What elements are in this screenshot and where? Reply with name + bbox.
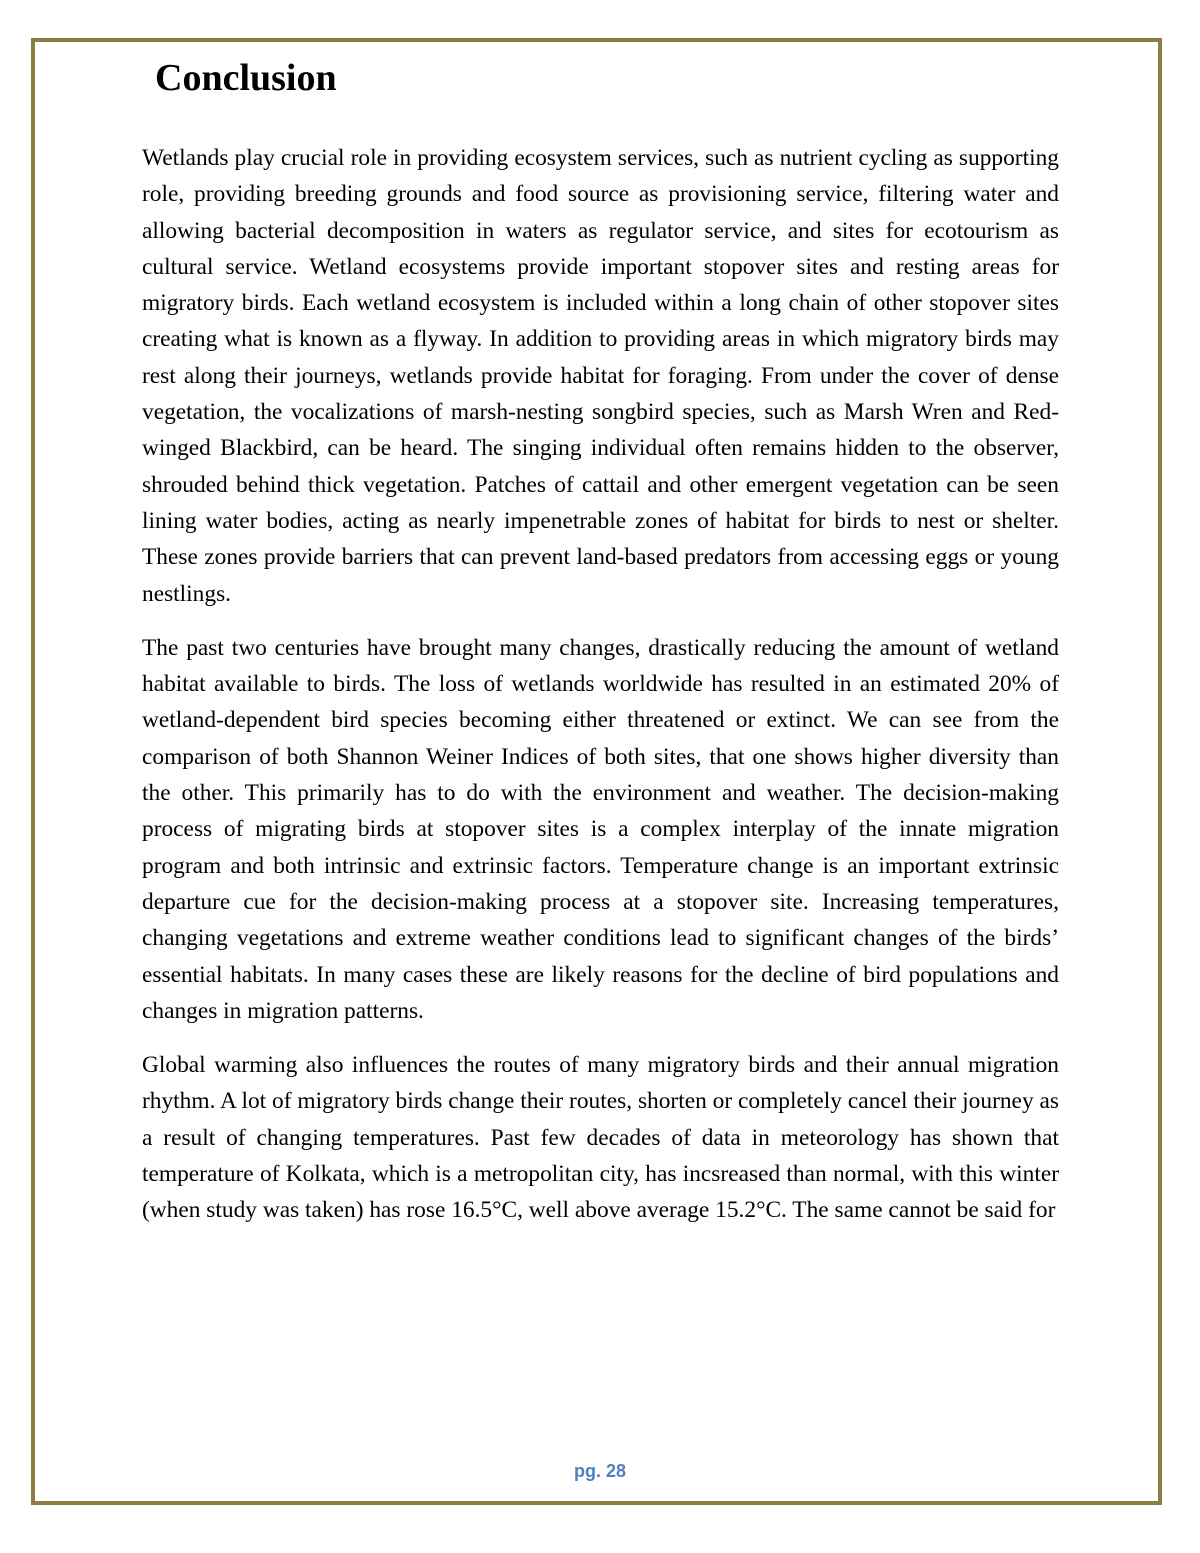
paragraph-3: Global warming also influences the routes of many migratory birds and their annual migration rhythm. A lot of migratory birds change their routes, shorten or completely cancel their journey as a result of changing temperatures. Past few decades of data in meteorology has shown that temperature of Kolkata, which is a metropolitan city, has incsreased than normal, with this winter (when study was taken) has rose 16.5°C, well above average 15.2°C. The same cannot be said for — [142, 1052, 1059, 1224]
page-number: pg. 28 — [573, 1461, 626, 1481]
section-heading: Conclusion — [155, 57, 337, 99]
paragraph-2: The past two centuries have brought many changes, drastically reducing the amount of wetland habitat available to birds. The loss of wetlands worldwide has resulted in an estimated 20% of wetland-dependent bird species becoming either threatened or extinct. We can see from the comparison of both Shannon Weiner Indices of both sites, that one shows higher diversity than the other. This primarily has to do with the environment and weather. The decision-making process of migrating birds at stopover sites is a complex interplay of the innate migration program and both intrinsic and extrinsic factors. Temperature change is an important extrinsic departure cue for the decision-making process at a stopover site. Increasing temperatures, changing vegetations and extreme weather conditions lead to significant changes of the birds’ essential habitats. In many cases these are likely reasons for the decline of bird populations and changes in migration patterns. — [142, 634, 1059, 1024]
paragraph-1: Wetlands play crucial role in providing ecosystem services, such as nutrient cycling as supporting role, providing breeding grounds and food source as provisioning service, filtering water and allowing bacterial decomposition in waters as regulator service, and sites for ecotourism as cultural service. Wetland ecosystems provide important stopover sites and resting areas for migratory birds. Each wetland ecosystem is included within a long chain of other stopover sites creating what is known as a flyway. In addition to providing areas in which migratory birds may rest along their journeys, wetlands provide habitat for foraging. From under the cover of dense vegetation, the vocalizations of marsh-nesting songbird species, such as Marsh Wren and Red-winged Blackbird, can be heard. The singing individual often remains hidden to the observer, shrouded behind thick vegetation. Patches of cattail and other emergent vegetation can be seen lining water bodies, acting as nearly impenetrable zones of habitat for birds to nest or shelter. These zones provide barriers that can prevent land-based predators from accessing eggs or young nestlings. — [142, 145, 1059, 607]
body-text — [142, 140, 1059, 1247]
